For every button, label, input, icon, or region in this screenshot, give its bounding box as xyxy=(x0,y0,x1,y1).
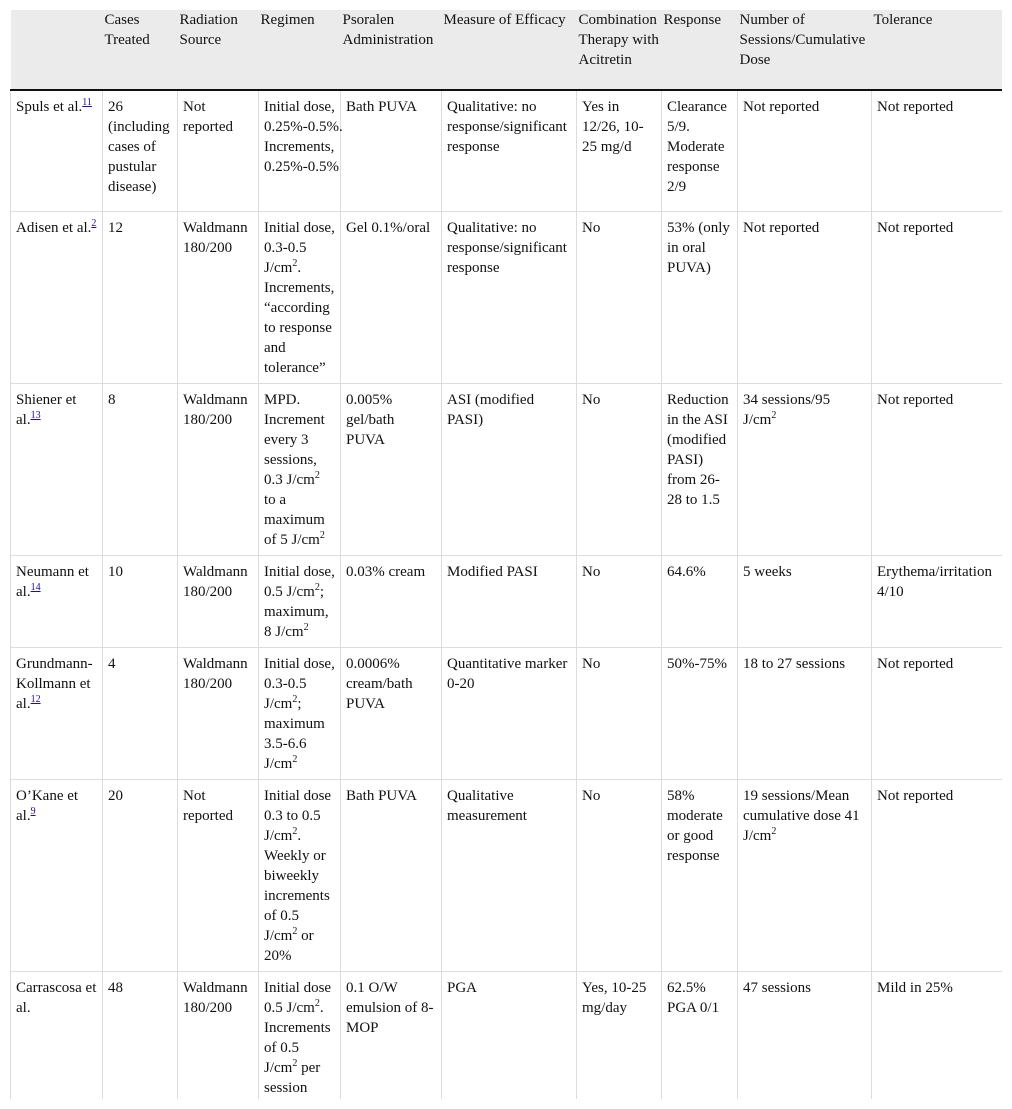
acitretin-cell: Yes in 12/26, 10-25 mg/d xyxy=(577,90,662,211)
response-cell: Clearance 5/9. Moderate response 2/9 xyxy=(662,90,738,211)
table-row xyxy=(11,383,1003,555)
author-name: Neumann et al. xyxy=(16,563,89,600)
regimen-cell: Initial dose, 0.3-0.5 $J/cm^2$; maximum 3.5-6.6 $J/cm^2$ xyxy=(259,647,341,779)
psoralen-cell: 0.0006% cream/bath PUVA xyxy=(341,647,442,779)
author-cell xyxy=(11,647,103,779)
source-cell: Waldmann 180/200 xyxy=(178,971,259,1099)
psoralen-cell: Bath PUVA xyxy=(341,779,442,971)
author-cell xyxy=(11,383,103,555)
table-row xyxy=(11,971,1003,1099)
source-cell: Waldmann 180/200 xyxy=(178,383,259,555)
regimen-cell: MPD. Increment every 3 sessions, 0.3 $J/cm^2$ to a maximum of 5 $J/cm^2$ xyxy=(259,383,341,555)
table-row xyxy=(11,779,1003,971)
acitretin-cell: No xyxy=(577,779,662,971)
efficacy-cell: Qualitative: no response/significant response xyxy=(442,211,577,383)
sessions-cell: Not reported xyxy=(738,211,872,383)
regimen-cell: Initial dose, 0.5 $J/cm^2$; maximum, 8 $J/cm^2$ xyxy=(259,555,341,647)
reference-link[interactable]: 14 xyxy=(30,581,41,593)
tolerance-cell: Not reported xyxy=(872,211,1003,383)
header-row xyxy=(11,10,1003,90)
acitretin-cell: No xyxy=(577,647,662,779)
header-regimen: Regimen xyxy=(259,10,341,90)
author-cell xyxy=(11,779,103,971)
cases-cell: 12 xyxy=(103,211,178,383)
psoralen-cell: 0.03% cream xyxy=(341,555,442,647)
acitretin-cell: No xyxy=(577,383,662,555)
table-row xyxy=(11,90,1003,211)
psoralen-cell: 0.1 O/W emulsion of 8-MOP xyxy=(341,971,442,1099)
sessions-cell: 34 sessions/95 $J/cm^2$ xyxy=(738,383,872,555)
efficacy-cell: ASI (modified PASI) xyxy=(442,383,577,555)
tolerance-cell: Not reported xyxy=(872,383,1003,555)
response-cell: 53% (only in oral PUVA) xyxy=(662,211,738,383)
table-body xyxy=(11,90,1003,1099)
sessions-cell: 47 sessions xyxy=(738,971,872,1099)
source-cell: Not reported xyxy=(178,90,259,211)
efficacy-cell: Modified PASI xyxy=(442,555,577,647)
reference-link[interactable]: 11 xyxy=(82,97,92,108)
acitretin-cell: No xyxy=(577,555,662,647)
reference-link[interactable]: 12 xyxy=(30,693,41,705)
tolerance-cell: Erythema/irritation 4/10 xyxy=(872,555,1003,647)
regimen-cell: Initial dose, 0.3-0.5 $J/cm^2$. Increments, “according to response and tolerance” xyxy=(259,211,341,383)
author-cell xyxy=(11,971,103,1099)
source-cell: Waldmann 180/200 xyxy=(178,647,259,779)
author-name: O’Kane et al. xyxy=(16,787,79,824)
source-cell: Waldmann 180/200 xyxy=(178,211,259,383)
response-cell: 50%-75% xyxy=(662,647,738,779)
psoralen-cell: Bath PUVA xyxy=(341,90,442,211)
response-cell: 62.5% PGA 0/1 xyxy=(662,971,738,1099)
psoralen-cell: Gel 0.1%/oral xyxy=(341,211,442,383)
regimen-cell: Initial dose 0.5 $J/cm^2$. Increments of 0.5 $J/cm^2$ per session xyxy=(259,971,341,1099)
header-tolerance: Tolerance xyxy=(872,10,1003,90)
acitretin-cell: No xyxy=(577,211,662,383)
source-cell: Waldmann 180/200 xyxy=(178,555,259,647)
header-psoralen-administration: Psoralen Administration xyxy=(341,10,442,90)
header-sessions-dose: Number of Sessions/Cumulative Dose xyxy=(738,10,872,90)
author-name: Shiener et al. xyxy=(16,391,77,428)
regimen-cell: Initial dose 0.3 to 0.5 $J/cm^2$. Weekly or biweekly increments of 0.5 $J/cm^2$ or 20% xyxy=(259,779,341,971)
tolerance-cell: Mild in 25% xyxy=(872,971,1003,1099)
reference-link[interactable]: 13 xyxy=(30,409,41,421)
psoralen-cell: 0.005% gel/bath PUVA xyxy=(341,383,442,555)
header-measure-of-efficacy: Measure of Efficacy xyxy=(442,10,577,90)
efficacy-cell: PGA xyxy=(442,971,577,1099)
table-header xyxy=(11,10,1003,90)
efficacy-cell: Qualitative measurement xyxy=(442,779,577,971)
author-name: Spuls et al. xyxy=(16,99,83,115)
tolerance-cell: Not reported xyxy=(872,647,1003,779)
tolerance-cell: Not reported xyxy=(872,90,1003,211)
author-cell xyxy=(11,211,103,383)
sessions-cell: 19 sessions/Mean cumulative dose 41 $J/cm^2$ xyxy=(738,779,872,971)
source-cell: Not reported xyxy=(178,779,259,971)
sessions-cell: Not reported xyxy=(738,90,872,211)
response-cell: Reduction in the ASI (modified PASI) from 26-28 to 1.5 xyxy=(662,383,738,555)
sessions-cell: 5 weeks xyxy=(738,555,872,647)
tolerance-cell: Not reported xyxy=(872,779,1003,971)
cases-cell: 26 (including cases of pustular disease) xyxy=(103,90,178,211)
response-cell: 58% moderate or good response xyxy=(662,779,738,971)
author-name: Adisen et al. xyxy=(16,219,92,236)
response-cell: 64.6% xyxy=(662,555,738,647)
cases-cell: 4 xyxy=(103,647,178,779)
header-combination-therapy: Combination Therapy with Acitretin xyxy=(577,10,662,90)
cases-cell: 20 xyxy=(103,779,178,971)
efficacy-cell: Qualitative: no response/significant response xyxy=(442,90,577,211)
reference-link[interactable]: 9 xyxy=(30,805,36,817)
author-name: Grundmann-Kollmann et al. xyxy=(16,655,93,712)
table-row xyxy=(11,211,1003,383)
author-name: Carrascosa et al. xyxy=(16,979,97,1016)
table-row xyxy=(11,555,1003,647)
header-radiation-source: Radiation Source xyxy=(178,10,259,90)
cases-cell: 8 xyxy=(103,383,178,555)
table-container xyxy=(10,10,1002,1099)
cases-cell: 10 xyxy=(103,555,178,647)
results-table xyxy=(10,10,1002,1099)
regimen-cell: Initial dose, 0.25%-0.5%. Increments, 0.25%-0.5% xyxy=(259,90,341,211)
efficacy-cell: Quantitative marker 0-20 xyxy=(442,647,577,779)
header-cases-treated: Cases Treated xyxy=(103,10,178,90)
header-author xyxy=(11,10,103,90)
acitretin-cell: Yes, 10-25 mg/day xyxy=(577,971,662,1099)
cases-cell: 48 xyxy=(103,971,178,1099)
author-cell xyxy=(11,90,103,211)
author-cell xyxy=(11,555,103,647)
sessions-cell: 18 to 27 sessions xyxy=(738,647,872,779)
reference-link[interactable]: 2 xyxy=(91,217,97,229)
header-response: Response xyxy=(662,10,738,90)
table-row xyxy=(11,647,1003,779)
